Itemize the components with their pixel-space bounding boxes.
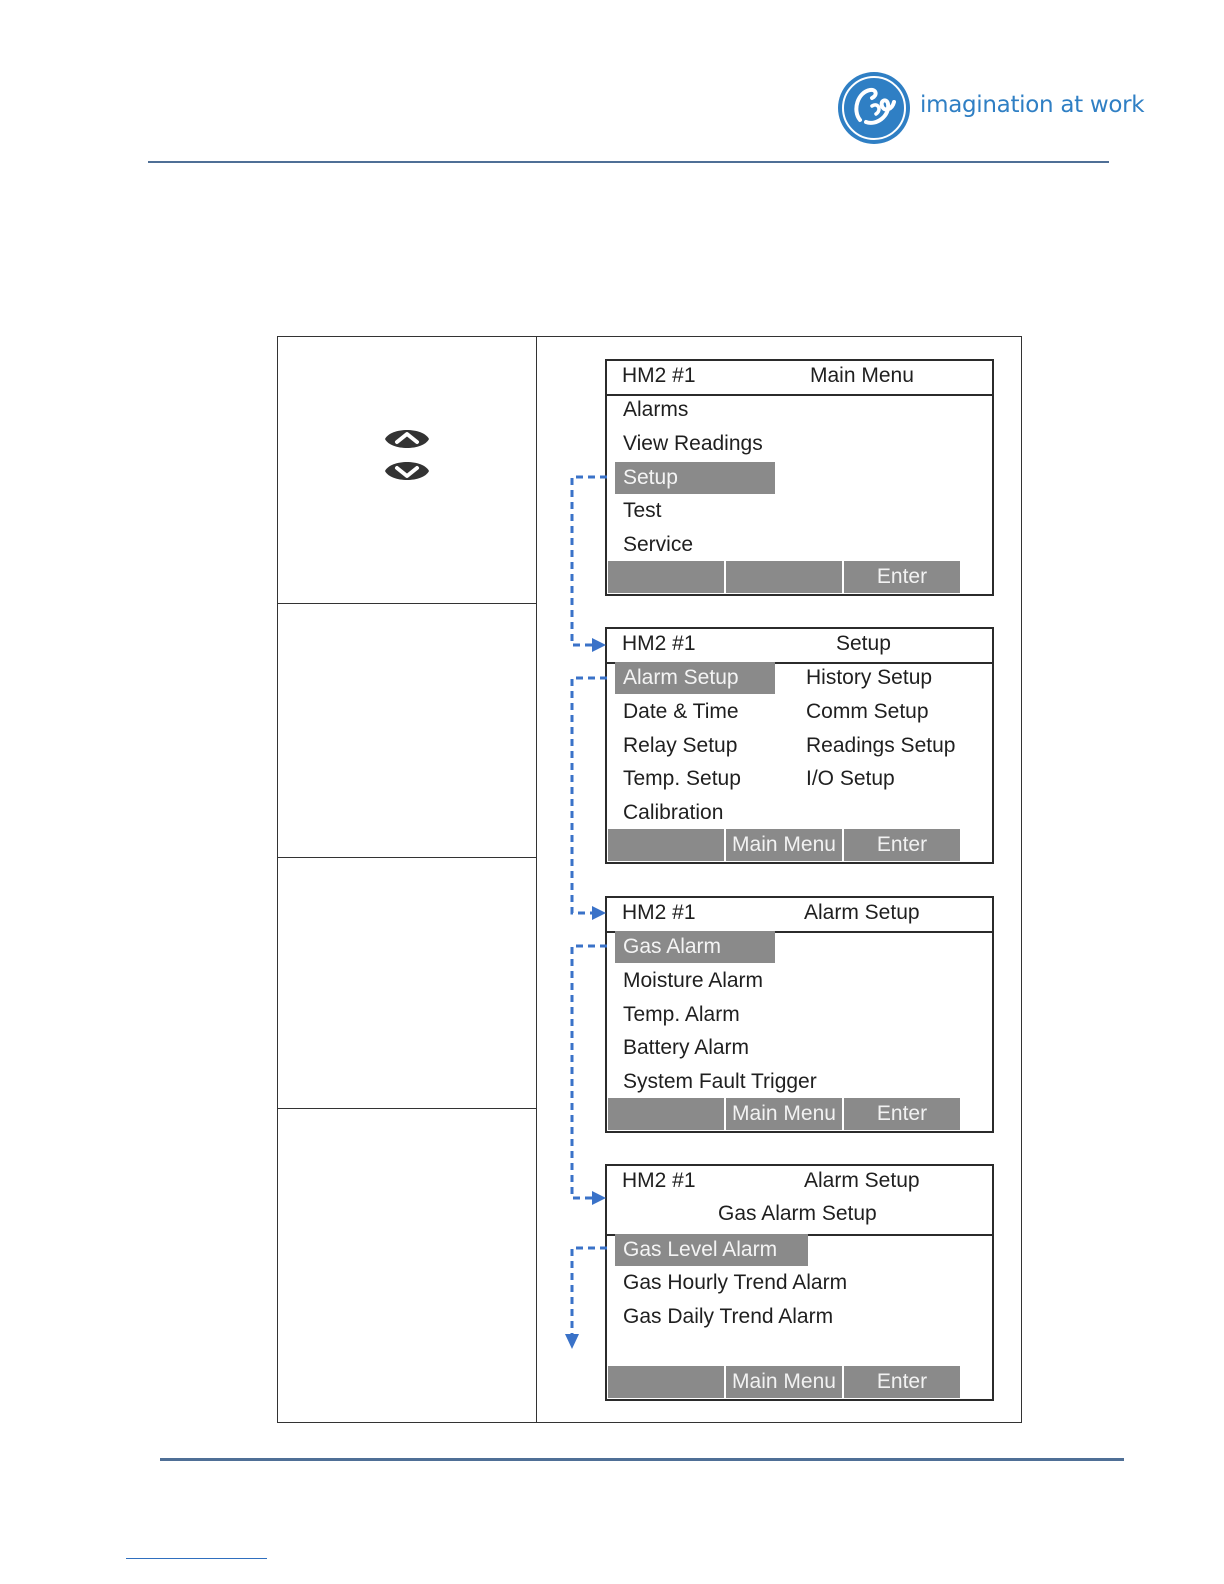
- lcd-screen-setup: [605, 627, 994, 864]
- menu-item-temp-alarm[interactable]: Temp. Alarm: [623, 1003, 740, 1026]
- table-row-divider: [277, 603, 537, 604]
- screen-header: [607, 361, 992, 396]
- softkey-bar: [608, 1366, 959, 1398]
- table-row-divider: [277, 857, 537, 858]
- table-column-divider: [536, 336, 537, 1423]
- menu-item-test[interactable]: Test: [623, 499, 662, 522]
- menu-item-alarm-setup-selected[interactable]: Alarm Setup: [615, 662, 775, 694]
- table-row-divider: [277, 1108, 537, 1109]
- screen-title: Alarm Setup: [804, 901, 920, 924]
- device-label: HM2 #1: [622, 364, 696, 387]
- menu-item-service[interactable]: Service: [623, 533, 694, 556]
- menu-item-system-fault-trigger[interactable]: System Fault Trigger: [623, 1070, 817, 1093]
- screen-title: Setup: [836, 632, 891, 655]
- screen-header: [607, 629, 992, 664]
- screen-title: Main Menu: [810, 364, 914, 387]
- device-label: HM2 #1: [622, 632, 696, 655]
- softkey-bar: [608, 561, 959, 593]
- softkey-main-menu[interactable]: Main Menu: [726, 1366, 842, 1398]
- softkey-1[interactable]: [608, 829, 724, 861]
- lcd-screen-alarm-setup: [605, 896, 994, 1133]
- softkey-1[interactable]: [608, 1366, 724, 1398]
- softkey-2[interactable]: [726, 561, 842, 593]
- menu-item-readings-setup[interactable]: Readings Setup: [806, 734, 956, 757]
- menu-item-gas-alarm-selected[interactable]: Gas Alarm: [615, 931, 775, 963]
- menu-item-temp-setup[interactable]: Temp. Setup: [623, 767, 741, 790]
- footer-divider: [160, 1458, 1124, 1461]
- down-arrow-key-icon: [385, 462, 429, 480]
- device-label: HM2 #1: [622, 901, 696, 924]
- softkey-main-menu[interactable]: Main Menu: [726, 829, 842, 861]
- menu-item-io-setup[interactable]: I/O Setup: [806, 767, 895, 790]
- softkey-main-menu[interactable]: Main Menu: [726, 1098, 842, 1130]
- softkey-1[interactable]: [608, 561, 724, 593]
- footer-link-underline: [126, 1558, 267, 1559]
- menu-item-gas-hourly-trend-alarm[interactable]: Gas Hourly Trend Alarm: [623, 1271, 848, 1294]
- menu-item-gas-daily-trend-alarm[interactable]: Gas Daily Trend Alarm: [623, 1305, 834, 1328]
- menu-item-history-setup[interactable]: History Setup: [806, 666, 933, 689]
- ge-logo: [836, 70, 912, 146]
- softkey-1[interactable]: [608, 1098, 724, 1130]
- lcd-screen-gas-alarm-setup: [605, 1164, 994, 1401]
- menu-item-alarms[interactable]: Alarms: [623, 398, 689, 421]
- menu-item-comm-setup[interactable]: Comm Setup: [806, 700, 929, 723]
- screen-header: [607, 1166, 992, 1236]
- screen-title: Alarm Setup: [804, 1169, 920, 1192]
- softkey-enter[interactable]: Enter: [844, 1098, 960, 1130]
- softkey-enter[interactable]: Enter: [844, 561, 960, 593]
- screen-subtitle: Gas Alarm Setup: [718, 1202, 877, 1225]
- device-label: HM2 #1: [622, 1169, 696, 1192]
- menu-item-moisture-alarm[interactable]: Moisture Alarm: [623, 969, 764, 992]
- screen-header: [607, 898, 992, 933]
- menu-item-setup-selected[interactable]: Setup: [615, 462, 775, 494]
- header-divider: [148, 161, 1109, 163]
- menu-item-relay-setup[interactable]: Relay Setup: [623, 734, 738, 757]
- lcd-screen-main-menu: [605, 359, 994, 596]
- up-arrow-key-icon: [385, 430, 429, 448]
- menu-item-date-time[interactable]: Date & Time: [623, 700, 739, 723]
- arrow-keys: [383, 423, 431, 487]
- menu-item-battery-alarm[interactable]: Battery Alarm: [623, 1036, 750, 1059]
- softkey-enter[interactable]: Enter: [844, 829, 960, 861]
- softkey-bar: [608, 829, 959, 861]
- softkey-enter[interactable]: Enter: [844, 1366, 960, 1398]
- menu-item-calibration[interactable]: Calibration: [623, 801, 724, 824]
- softkey-bar: [608, 1098, 959, 1130]
- menu-item-view-readings[interactable]: View Readings: [623, 432, 763, 455]
- menu-item-gas-level-alarm-selected[interactable]: Gas Level Alarm: [615, 1234, 808, 1266]
- brand-tagline: imagination at work: [920, 92, 1145, 118]
